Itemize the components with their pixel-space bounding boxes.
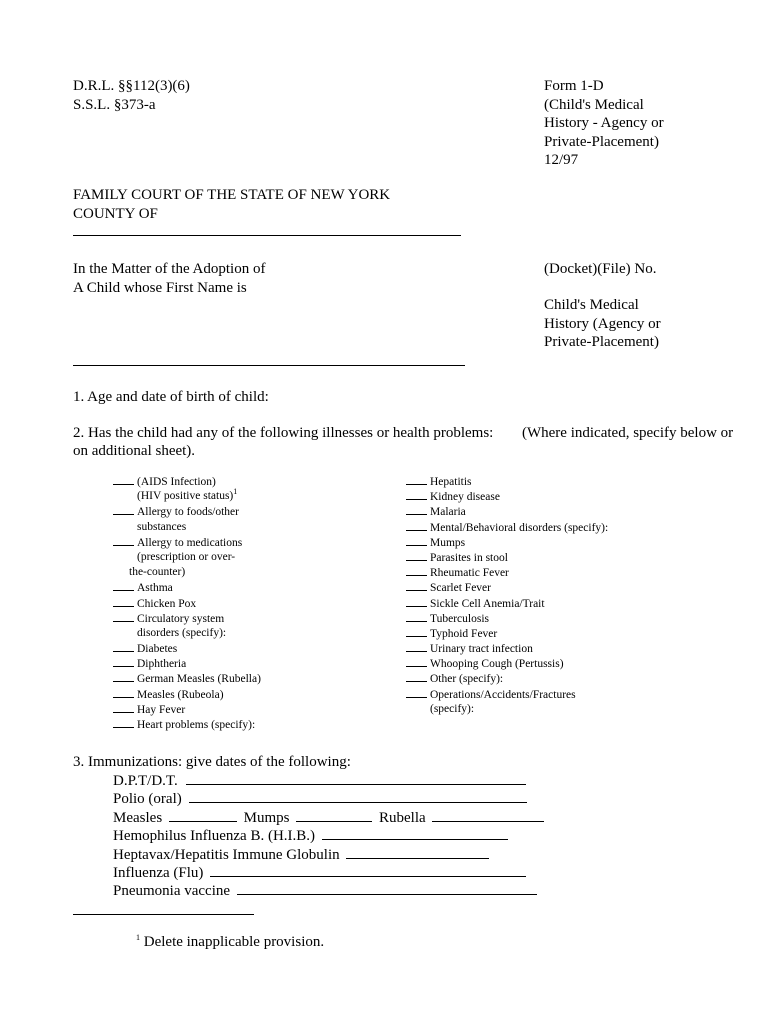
footnote-text: Delete inapplicable provision. [143, 934, 325, 950]
illness-right-item [406, 671, 608, 686]
doc-title-1: Child's Medical [544, 297, 639, 313]
illness-label: Hay Fever [137, 703, 186, 716]
question-1: 1. Age and date of birth of child: [73, 389, 269, 405]
hib-label: Hemophilus Influenza B. (H.I.B.) [113, 828, 316, 845]
illness-label: Scarlet Fever [430, 582, 491, 595]
checkbox-blank[interactable] [113, 671, 134, 682]
checkbox-blank[interactable] [406, 596, 427, 607]
illness-left-item [113, 656, 261, 671]
illness-right-item [406, 641, 608, 656]
form-number: Form 1-D [544, 78, 604, 94]
illness-label: Tuberculosis [430, 612, 489, 625]
caption-matter: In the Matter of the Adoption of [73, 261, 266, 277]
checkbox-blank[interactable] [113, 641, 134, 652]
illness-right-item [406, 565, 608, 580]
checkbox-blank[interactable] [113, 474, 134, 485]
illness-left-item [113, 550, 261, 565]
illness-right-item [406, 474, 608, 489]
question-3: 3. Immunizations: give dates of the following: [73, 754, 351, 770]
checkbox-blank[interactable] [113, 596, 134, 607]
illness-left-item [113, 717, 261, 732]
caption-child-name: A Child whose First Name is [73, 279, 247, 296]
illness-left-item [113, 504, 261, 519]
illness-right-item [406, 656, 608, 671]
checkbox-blank[interactable] [406, 520, 427, 531]
illness-label: Heart problems (specify): [137, 719, 256, 731]
illness-label: German Measles (Rubella) [137, 673, 261, 686]
illness-left-item [113, 687, 261, 702]
checkbox-blank[interactable] [113, 687, 134, 698]
county-fill-line[interactable] [73, 235, 461, 236]
checkbox-blank[interactable] [406, 504, 427, 515]
checkbox-blank[interactable] [113, 580, 134, 591]
county-label: COUNTY OF [73, 205, 158, 222]
illness-label: Whooping Cough (Pertussis) [430, 658, 564, 671]
form-subtitle-1: (Child's Medical [544, 96, 644, 113]
illness-label: Asthma [137, 582, 173, 595]
statute-ssl: S.S.L. §373-a [73, 96, 156, 113]
illness-label: Allergy to medications [137, 536, 243, 549]
polio-date-field[interactable] [189, 790, 527, 803]
checkbox-blank[interactable] [406, 626, 427, 637]
mumps-date-field[interactable] [296, 809, 372, 822]
checkbox-blank[interactable] [113, 656, 134, 667]
checkbox-blank[interactable] [406, 474, 427, 485]
illness-label: (specify): [430, 702, 475, 715]
illness-right-item [406, 535, 608, 550]
question-2-instruction: (Where indicated, specify below or [522, 425, 734, 441]
illness-label: Sickle Cell Anemia/Trait [430, 597, 545, 610]
flu-label: Influenza (Flu) [113, 864, 204, 881]
polio-label: Polio (oral) [113, 791, 182, 808]
dpt-label: D.P.T/D.T. [113, 773, 178, 789]
illness-label: Urinary tract infection [430, 643, 533, 656]
immunization-list [113, 772, 544, 901]
rubella-label: Rubella [379, 809, 426, 826]
illness-label: Allergy to foods/other [137, 506, 239, 519]
document-title [544, 296, 661, 352]
illness-label: (HIV positive status) [137, 490, 234, 503]
immunization-polio [113, 790, 544, 808]
checkbox-blank[interactable] [406, 535, 427, 546]
hib-date-field[interactable] [322, 827, 508, 840]
mumps-label: Mumps [243, 809, 290, 826]
checkbox-blank[interactable] [113, 611, 134, 622]
illness-right-item [406, 489, 608, 504]
illness-label: Typhoid Fever [430, 627, 498, 640]
footnote-separator [73, 914, 254, 915]
measles-label: Measles [113, 809, 163, 826]
illness-label: (prescription or over- [137, 550, 236, 563]
question-2-line-1: 2. Has the child had any of the following illnesses or health problems: [73, 425, 494, 441]
illness-left-item [113, 641, 261, 656]
illness-left-item [113, 489, 261, 504]
illness-left-item [113, 565, 261, 580]
doc-title-2: History (Agency or [544, 315, 661, 332]
immunization-mmr [113, 809, 544, 827]
illness-label: Circulatory system [137, 612, 225, 625]
checkbox-blank[interactable] [406, 671, 427, 682]
illness-left-item [113, 474, 261, 489]
illness-label: Measles (Rubeola) [137, 688, 224, 701]
illness-right-item [406, 626, 608, 641]
illness-label: Kidney disease [430, 491, 500, 504]
illness-right-item [406, 580, 608, 595]
illness-label: Operations/Accidents/Fractures [430, 688, 576, 701]
illness-label: Chicken Pox [137, 597, 197, 610]
illness-label: Rheumatic Fever [430, 567, 509, 580]
footnote-ref: 1 [233, 487, 238, 497]
heptavax-date-field[interactable] [346, 846, 489, 859]
pneumonia-label: Pneumonia vaccine [113, 883, 231, 900]
illness-left-item [113, 671, 261, 686]
checkbox-blank[interactable] [406, 641, 427, 652]
illness-label: Other (specify): [430, 673, 504, 686]
court-name: FAMILY COURT OF THE STATE OF NEW YORK [73, 187, 391, 203]
illness-left-item [113, 702, 261, 717]
checkbox-blank[interactable] [406, 611, 427, 622]
immunization-dpt [113, 772, 544, 790]
illness-left-item [113, 611, 261, 626]
checkbox-blank[interactable] [113, 535, 134, 546]
illness-left-item [113, 535, 261, 550]
statute-citations [73, 77, 190, 114]
illness-right-item [406, 596, 608, 611]
illness-label: (AIDS Infection) [137, 476, 216, 488]
dpt-date-field[interactable] [186, 772, 526, 785]
checkbox-blank[interactable] [113, 504, 134, 515]
illness-list-left [113, 474, 261, 732]
checkbox-blank[interactable] [113, 702, 134, 713]
illness-label: Mumps [430, 536, 466, 549]
checkbox-blank[interactable] [406, 687, 427, 698]
illness-label: disorders (specify): [137, 626, 227, 639]
statute-drl: D.R.L. §§112(3)(6) [73, 78, 190, 94]
illness-left-item [113, 580, 261, 595]
illness-left-item [113, 520, 261, 535]
illness-left-item [113, 596, 261, 611]
rubella-date-field[interactable] [432, 809, 544, 822]
illness-label: Malaria [430, 506, 466, 519]
court-heading [73, 186, 390, 223]
illness-list-right [406, 474, 608, 717]
illness-label: Mental/Behavioral disorders (specify): [430, 521, 609, 534]
immunization-heptavax [113, 846, 544, 864]
illness-label: Diphtheria [137, 658, 187, 671]
footnote [136, 933, 324, 951]
checkbox-blank[interactable] [406, 656, 427, 667]
immunization-pneumonia [113, 882, 544, 900]
illness-right-item [406, 702, 608, 717]
measles-date-field[interactable] [169, 809, 237, 822]
form-subtitle-3: Private-Placement) [544, 133, 659, 150]
pneumonia-date-field[interactable] [237, 882, 537, 895]
illness-right-item [406, 550, 608, 565]
checkbox-blank[interactable] [113, 717, 134, 728]
illness-label: Hepatitis [430, 476, 472, 488]
checkbox-blank[interactable] [406, 550, 427, 561]
checkbox-blank[interactable] [406, 580, 427, 591]
checkbox-blank[interactable] [406, 565, 427, 576]
illness-label: the-counter) [129, 566, 186, 579]
illness-label: substances [137, 520, 187, 533]
flu-date-field[interactable] [210, 864, 526, 877]
heptavax-label: Heptavax/Hepatitis Immune Globulin [113, 846, 340, 863]
question-2-line-2: on additional sheet). [73, 443, 196, 459]
immunization-hib [113, 827, 544, 845]
checkbox-blank[interactable] [406, 489, 427, 500]
illness-right-item [406, 504, 608, 519]
form-info [544, 77, 664, 170]
immunization-flu [113, 864, 544, 882]
form-subtitle-2: History - Agency or [544, 115, 664, 131]
footnote-mark: 1 [136, 933, 140, 942]
caption-left [73, 260, 265, 297]
illness-right-item [406, 611, 608, 626]
illness-label: Diabetes [137, 643, 178, 656]
illness-right-item [406, 520, 608, 535]
child-name-fill-line[interactable] [73, 365, 465, 366]
doc-title-3: Private-Placement) [544, 334, 659, 350]
form-date: 12/97 [544, 152, 579, 168]
docket-label: (Docket)(File) No. [544, 261, 657, 277]
illness-label: Parasites in stool [430, 551, 508, 564]
illness-right-item [406, 687, 608, 702]
illness-left-item [113, 626, 261, 641]
